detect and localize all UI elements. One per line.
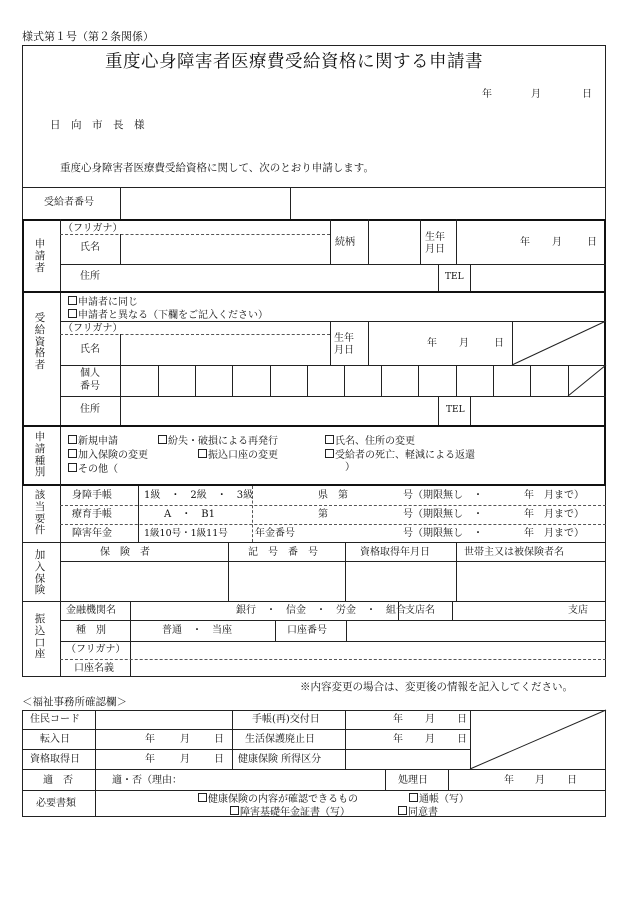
insurance-qualified-date-field[interactable] xyxy=(348,564,453,598)
disability-notebook-label: 身障手帳 xyxy=(72,490,112,501)
holder-furigana-field[interactable] xyxy=(133,644,603,657)
recipient-different-checkbox[interactable]: 申請者と異なる（下欄をご記入ください） xyxy=(68,309,268,321)
recipient-furigana-field[interactable] xyxy=(123,323,328,333)
insurance-number-field[interactable] xyxy=(231,564,342,598)
applicant-tel-label: TEL xyxy=(445,272,464,282)
recipient-section-label: 受給資格者 xyxy=(34,312,46,371)
addressee: 日 向 市 長 様 xyxy=(50,119,145,131)
recipient-tel-label: TEL xyxy=(446,405,465,415)
processed-month[interactable]: 月 xyxy=(535,775,545,786)
applicant-address-label: 住所 xyxy=(80,271,100,282)
qualified-date-header: 資格取得年月日 xyxy=(360,547,430,558)
processed-date-label: 処理日 xyxy=(398,775,428,786)
required-docs-label: 必要書類 xyxy=(36,798,76,809)
disability-grades[interactable]: 1級 ・ 2級 ・ 3級 xyxy=(144,490,254,501)
applicant-name-label: 氏名 xyxy=(80,242,100,253)
resident-code-field[interactable] xyxy=(98,712,230,727)
doc-pension-certificate-checkbox[interactable]: 障害基礎年金証書（写） xyxy=(230,806,350,818)
type-other-checkbox[interactable]: その他（ xyxy=(68,463,118,475)
type-reissue-checkbox[interactable]: 紛失・破損による再発行 xyxy=(158,435,278,447)
health-insurance-income-label: 健康保険 所得区分 xyxy=(238,754,322,765)
applicant-tel-field[interactable] xyxy=(473,267,603,289)
rehab-until[interactable]: 年 月まで） xyxy=(524,509,584,520)
pension-no-expiry[interactable]: 号（期限無し ・ xyxy=(403,528,483,539)
disability-no-expiry[interactable]: 号（期限無し ・ xyxy=(403,490,483,501)
move-in-date-label: 転入日 xyxy=(40,734,70,745)
application-type-label: 申請種別 xyxy=(34,431,46,479)
rehab-no: 第 xyxy=(318,509,328,520)
qualified-month[interactable]: 月 xyxy=(180,754,190,765)
recipient-birth-month[interactable]: 月 xyxy=(459,338,469,349)
personal-number-label: 個人番号 xyxy=(80,368,100,392)
branch-name-field[interactable] xyxy=(455,603,563,618)
welfare-end-year[interactable]: 年 xyxy=(393,734,403,745)
applicant-furigana-field[interactable] xyxy=(123,222,328,232)
insurer-header: 保 険 者 xyxy=(100,547,150,558)
rehab-notebook-label: 療育手帳 xyxy=(72,509,112,520)
notebook-date-month[interactable]: 月 xyxy=(425,714,435,725)
eligibility-section-label: 該当要件 xyxy=(34,489,46,537)
recipient-furigana-label: （フリガナ） xyxy=(63,323,123,334)
disability-prefecture-no: 県 第 xyxy=(318,490,348,501)
notebook-date-day[interactable]: 日 xyxy=(457,714,467,725)
insurer-field[interactable] xyxy=(63,564,225,598)
qualified-date-label: 資格取得日 xyxy=(30,754,80,765)
applicant-birth-year[interactable]: 年 xyxy=(520,237,530,248)
type-name-address-change-checkbox[interactable]: 氏名、住所の変更 xyxy=(325,435,415,447)
page-title: 重度心身障害者医療費受給資格に関する申請書 xyxy=(105,52,483,72)
personal-number-field[interactable] xyxy=(122,367,566,394)
recipient-address-field[interactable] xyxy=(123,399,436,422)
recipient-name-label: 氏名 xyxy=(80,344,100,355)
applicant-relation-field[interactable] xyxy=(371,223,415,261)
disability-until[interactable]: 年 月まで） xyxy=(524,490,584,501)
move-in-month[interactable]: 月 xyxy=(180,734,190,745)
rehab-no-expiry[interactable]: 号（期限無し ・ xyxy=(403,509,483,520)
type-new-checkbox[interactable]: 新規申請 xyxy=(68,435,118,447)
move-in-day[interactable]: 日 xyxy=(214,734,224,745)
recipient-birth-year[interactable]: 年 xyxy=(427,338,437,349)
rehab-grades[interactable]: A ・ B1 xyxy=(164,509,215,520)
bank-institution-label: 金融機関名 xyxy=(66,605,116,616)
disability-pension-label: 障害年金 xyxy=(72,528,112,539)
pension-until[interactable]: 年 月まで） xyxy=(524,528,584,539)
doc-passbook-checkbox[interactable]: 通帳（写） xyxy=(409,793,469,805)
notebook-issue-date-label: 手帳(再)交付日 xyxy=(252,714,320,725)
approval-label: 適 否 xyxy=(43,775,73,786)
recipient-birth-label: 生年月日 xyxy=(334,333,354,356)
type-other-close-paren: ） xyxy=(345,462,355,473)
recipient-number-label: 受給者番号 xyxy=(44,197,94,208)
pension-grades[interactable]: 1級10号・1級11号 xyxy=(144,528,228,539)
applicant-address-field[interactable] xyxy=(123,267,436,289)
applicant-relation-label: 続柄 xyxy=(335,237,355,248)
branch-label: 支店名 xyxy=(405,605,435,616)
type-refund-checkbox[interactable]: 受給者の死亡、軽減による返還 xyxy=(325,449,475,461)
processed-year[interactable]: 年 xyxy=(504,775,514,786)
applicant-birth-label: 生年月日 xyxy=(425,232,445,255)
processed-day[interactable]: 日 xyxy=(567,775,577,786)
recipient-same-checkbox[interactable]: 申請者に同じ xyxy=(68,296,138,308)
account-number-label: 口座番号 xyxy=(287,625,327,636)
insured-name-header: 世帯主又は被保険者名 xyxy=(464,547,564,558)
recipient-birth-diagonal xyxy=(512,321,606,365)
approval-value[interactable]: 適・否（理由： xyxy=(112,775,182,786)
recipient-tel-field[interactable] xyxy=(473,399,603,422)
branch-suffix: 支店 xyxy=(568,605,588,616)
change-notice: ※内容変更の場合は、変更後の情報を記入してください。 xyxy=(300,681,573,693)
type-insurance-change-checkbox[interactable]: 加入保険の変更 xyxy=(68,449,148,461)
notebook-date-year[interactable]: 年 xyxy=(393,714,403,725)
applicant-birth-day[interactable]: 日 xyxy=(587,237,597,248)
personal-number-diagonal xyxy=(568,365,606,396)
recipient-address-label: 住所 xyxy=(80,404,100,415)
office-section-heading: ＜福祉事務所確認欄＞ xyxy=(22,696,127,708)
header-date-day[interactable]: 日 xyxy=(582,89,592,100)
holder-furigana-label: （フリガナ） xyxy=(66,644,126,655)
welfare-end-month[interactable]: 月 xyxy=(425,734,435,745)
account-type-label: 種 別 xyxy=(76,625,106,636)
bank-institution-types[interactable]: 銀行 ・ 信金 ・ 労金 ・ 組合 xyxy=(236,605,406,616)
approval-reason-field[interactable] xyxy=(190,772,382,788)
doc-health-insurance-checkbox[interactable]: 健康保険の内容が確認できるもの xyxy=(198,793,358,805)
doc-consent-checkbox[interactable]: 同意書 xyxy=(398,806,438,818)
move-in-year[interactable]: 年 xyxy=(145,734,155,745)
pension-number-label: 年金番号 xyxy=(255,528,295,539)
recipient-number-field[interactable] xyxy=(124,190,286,217)
recipient-birth-day[interactable]: 日 xyxy=(494,338,504,349)
bank-section-label: 振込口座 xyxy=(34,613,46,661)
applicant-furigana-label: （フリガナ） xyxy=(63,223,123,234)
header-date-year[interactable]: 年 xyxy=(482,89,492,100)
insurance-section-label: 加入保険 xyxy=(34,549,46,597)
resident-code-label: 住民コード xyxy=(30,714,80,725)
qualified-year[interactable]: 年 xyxy=(145,754,155,765)
income-class-field[interactable] xyxy=(348,752,468,767)
qualified-day[interactable]: 日 xyxy=(214,754,224,765)
office-diagonal xyxy=(470,710,606,769)
header-date-month[interactable]: 月 xyxy=(531,89,541,100)
account-holder-label: 口座名義 xyxy=(74,663,114,674)
type-other-reason-field[interactable] xyxy=(128,461,342,473)
applicant-section-label: 申請者 xyxy=(34,238,46,274)
account-holder-field[interactable] xyxy=(133,662,603,675)
insured-name-field[interactable] xyxy=(459,564,603,598)
account-type-values[interactable]: 普通 ・ 当座 xyxy=(162,625,232,636)
applicant-birth-month[interactable]: 月 xyxy=(552,237,562,248)
recipient-name-field[interactable] xyxy=(123,337,328,363)
insurance-number-header: 記 号 番 号 xyxy=(248,547,318,558)
form-number: 様式第１号（第２条関係） xyxy=(22,30,154,43)
welfare-end-day[interactable]: 日 xyxy=(457,734,467,745)
account-number-field[interactable] xyxy=(349,623,603,639)
welfare-end-date-label: 生活保護廃止日 xyxy=(245,734,315,745)
intro-text: 重度心身障害者医療費受給資格に関して、次のとおり申請します。 xyxy=(60,162,374,174)
type-account-change-checkbox[interactable]: 振込口座の変更 xyxy=(198,449,278,461)
applicant-name-field[interactable] xyxy=(123,237,328,262)
